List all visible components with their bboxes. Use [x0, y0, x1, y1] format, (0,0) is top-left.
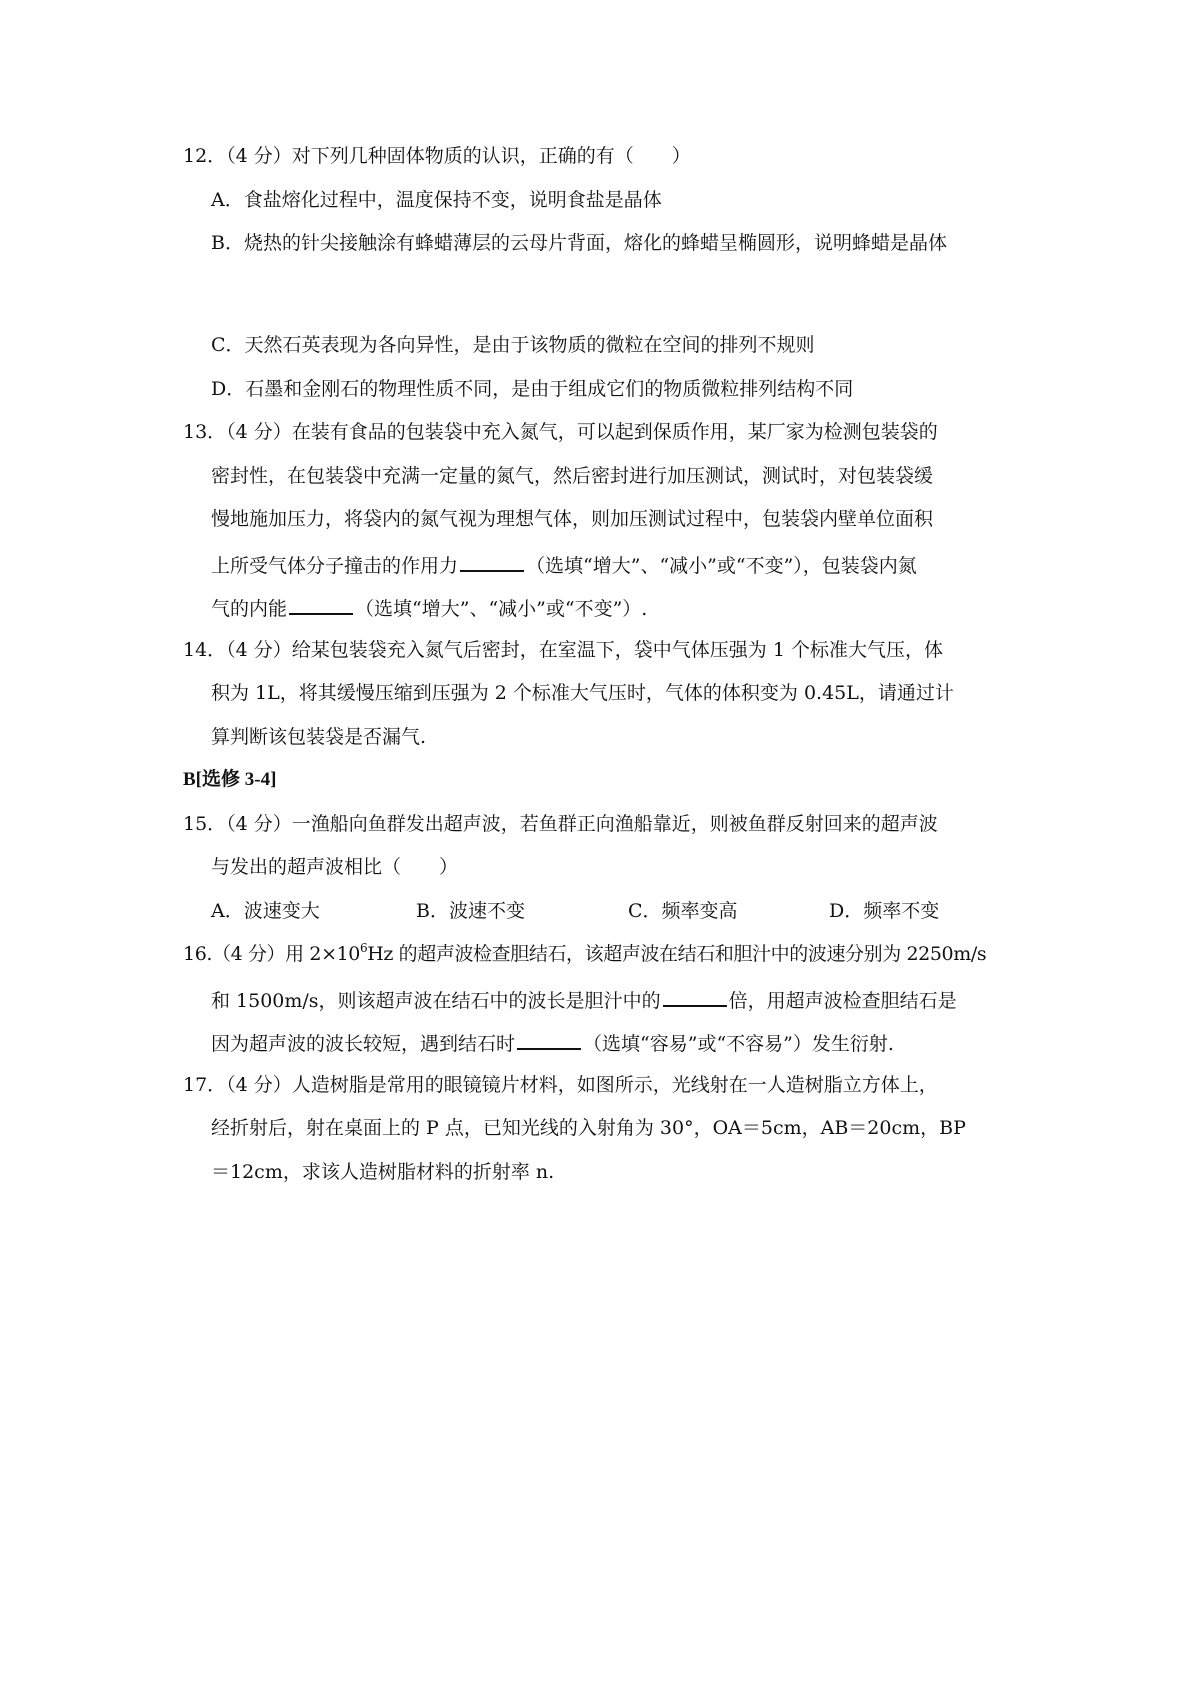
q13-line-5-text-b: （选填“增大”、“减小”或“不变”）.: [355, 598, 648, 620]
q16-answer-blank-2: [517, 1028, 581, 1050]
q15-option-c: C．频率变高: [628, 900, 738, 922]
q13-line-3: 慢地施加压力，将袋内的氮气视为理想气体，则加压测试过程中，包装袋内壁单位面积: [211, 508, 934, 530]
q17-line-3: ＝12cm，求该人造树脂材料的折射率 n.: [211, 1161, 555, 1183]
q15-option-b: B．波速不变: [416, 900, 525, 922]
q13-line-4: [211, 550, 917, 579]
q16-line-3-text-b: （选填“容易”或“不容易”）发生衍射.: [583, 1033, 894, 1055]
q13-line-5: [211, 593, 647, 622]
q13-line-4-text-a: 上所受气体分子撞击的作用力: [211, 555, 459, 577]
q14-line-1: 14．（4 分）给某包装袋充入氮气后密封，在室温下，袋中气体压强为 1 个标准大气压，体: [183, 639, 943, 661]
q13-line-4-text-b: （选填“增大”、“减小”或“不变”），包装袋内氮: [526, 555, 917, 577]
q16-line-1-text-a: 16.（4 分）用 2×10: [183, 943, 360, 965]
q16-line-1: [183, 941, 986, 967]
q12-option-c: C．天然石英表现为各向异性，是由于该物质的微粒在空间的排列不规则: [211, 334, 815, 356]
q13-line-5-text-a: 气的内能: [211, 598, 288, 620]
q13-line-1: 13．（4 分）在装有食品的包装袋中充入氮气，可以起到保质作用，某厂家为检测包装袋的: [183, 421, 938, 443]
q15-line-1: 15．（4 分）一渔船向鱼群发出超声波，若鱼群正向渔船靠近，则被鱼群反射回来的超声波: [183, 813, 938, 835]
q16-exponent: 6: [359, 941, 368, 955]
q16-line-3-text-a: 因为超声波的波长较短，遇到结石时: [211, 1033, 516, 1055]
q13-answer-blank-1: [460, 550, 524, 572]
q16-line-2-text-b: 倍，用超声波检查胆结石是: [728, 990, 957, 1012]
q15-option-d: D．频率不变: [829, 900, 940, 922]
q12-option-b: B．烧热的针尖接触涂有蜂蜡薄层的云母片背面，熔化的蜂蜡呈椭圆形，说明蜂蜡是晶体: [211, 232, 947, 254]
q12-option-a: A．食盐熔化过程中，温度保持不变，说明食盐是晶体: [211, 189, 662, 211]
q14-line-3: 算判断该包装袋是否漏气.: [211, 726, 427, 748]
q13-line-2: 密封性，在包装袋中充满一定量的氮气，然后密封进行加压测试，测试时，对包装袋缓: [211, 465, 934, 487]
section-b-heading: B[选修 3-4]: [183, 769, 277, 790]
q13-answer-blank-2: [289, 593, 353, 615]
q17-line-2: 经折射后，射在桌面上的 P 点，已知光线的入射角为 30°，OA＝5cm，AB＝20cm，BP: [211, 1117, 966, 1139]
q16-line-3: [211, 1028, 894, 1057]
q17-line-1: 17．（4 分）人造树脂是常用的眼镜镜片材料，如图所示，光线射在一人造树脂立方体上，: [183, 1074, 938, 1096]
q14-line-2: 积为 1L，将其缓慢压缩到压强为 2 个标准大气压时，气体的体积变为 0.45L，请通过计: [211, 682, 954, 704]
q12-option-d: D．石墨和金刚石的物理性质不同，是由于组成它们的物质微粒排列结构不同: [211, 378, 854, 400]
q15-line-2: 与发出的超声波相比（ ）: [211, 856, 459, 878]
q15-option-a: A．波速变大: [211, 900, 320, 922]
q12-stem: 12．（4 分）对下列几种固体物质的认识，正确的有（ ）: [183, 145, 691, 167]
q16-answer-blank-1: [663, 985, 727, 1007]
q16-line-2-text-a: 和 1500m/s，则该超声波在结石中的波长是胆汁中的: [211, 990, 661, 1012]
q16-line-2: [211, 985, 957, 1014]
q16-line-1-text-b: Hz 的超声波检查胆结石，该超声波在结石和胆汁中的波速分别为 2250m/s: [367, 943, 987, 965]
